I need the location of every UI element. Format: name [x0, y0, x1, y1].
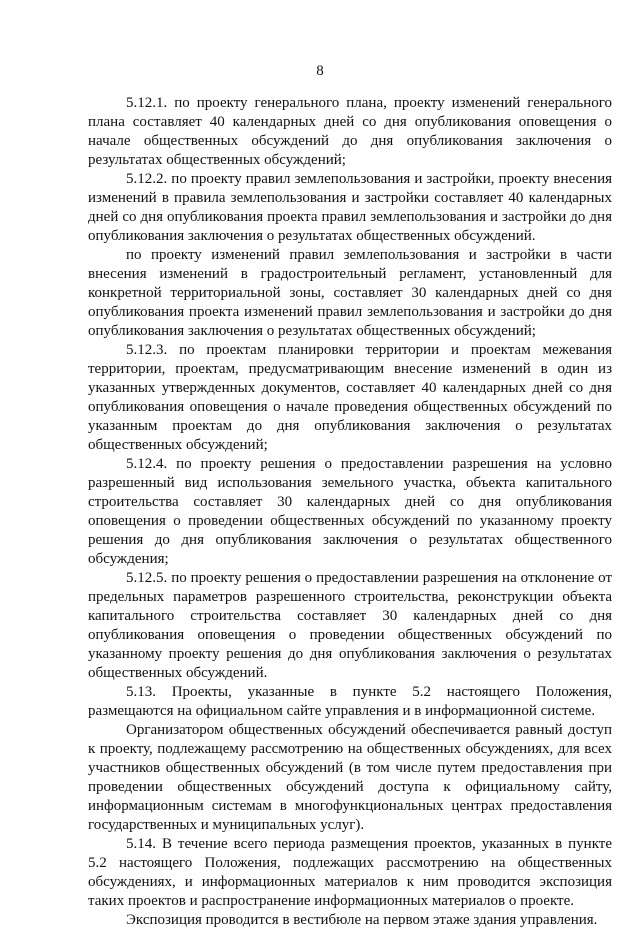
document-body [88, 94, 612, 930]
paragraph-5-12-2: 5.12.2. по проекту правил землепользования и застройки, проекту внесения изменений в правила землепользования и застройки составляет 40 календарных дней со дня опубликования проекта правил землепользования и застройки до дня опубликования заключения о результатах общественных обсуждений. [88, 171, 612, 244]
paragraph-5-12-1: 5.12.1. по проекту генерального плана, проекту изменений генерального плана составляет 40 календарных дней со дня опубликования оповещения о начале общественных обсуждений до дня опубликования заключения о результатах общественных обсуждений; [88, 95, 612, 168]
paragraph-5-12-3: 5.12.3. по проектам планировки территории и проектам межевания территории, проектам, предусматривающим внесение изменений в один из указанных утвержденных документов, составляет 40 календарных дней со дня опубликования оповещения о начале проведения общественных обсуждений по указанным проектам до дня опубликования заключения о результатах общественных обсуждений; [88, 342, 612, 453]
paragraph-5-13: 5.13. Проекты, указанные в пункте 5.2 настоящего Положения, размещаются на официальном сайте управления и в информационной системе. [88, 684, 612, 719]
paragraph-5-12-2-zone-changes: по проекту изменений правил землепользования и застройки в части внесения изменений в градостроительный регламент, установленный для конкретной территориальной зоны, составляет 30 календарных дней со дня опубликования проекта изменений правил землепользования и застройки до дня опубликования заключения о результатах общественных обсуждений; [88, 247, 612, 339]
paragraph-5-12-4: 5.12.4. по проекту решения о предоставлении разрешения на условно разрешенный вид использования земельного участка, объекта капитального строительства составляет 30 календарных дней со дня опубликования оповещения о проведении общественных обсуждений по указанному проекту решения до дня опубликования заключения о результатах общественного обсуждения; [88, 456, 612, 567]
paragraph-5-12-5: 5.12.5. по проекту решения о предоставлении разрешения на отклонение от предельных параметров разрешенного строительства, реконструкции объекта капитального строительства составляет 30 календарных дней со дня опубликования оповещения о проведении общественных обсуждений по указанному проекту решения до дня опубликования заключения о результатах общественных обсуждений. [88, 570, 612, 681]
paragraph-5-14: 5.14. В течение всего периода размещения проектов, указанных в пункте 5.2 настоящего Положения, подлежащих рассмотрению на общественных обсуждениях, и информационных материалов к ним проводится экспозиция таких проектов и распространение информационных материалов о проекте. [88, 836, 612, 909]
paragraph-exposition-location: Экспозиция проводится в вестибюле на первом этаже здания управления. [126, 912, 598, 928]
paragraph-equal-access: Организатором общественных обсуждений обеспечивается равный доступ к проекту, подлежащему рассмотрению на общественных обсуждениях, для всех участников общественных обсуждений (в том числе путем предоставления при проведении общественных обсуждений доступа к официальному сайту, информационным системам в многофункциональных центрах предоставления государственных и муниципальных услуг). [88, 722, 612, 833]
page-number: 8 [316, 63, 324, 79]
